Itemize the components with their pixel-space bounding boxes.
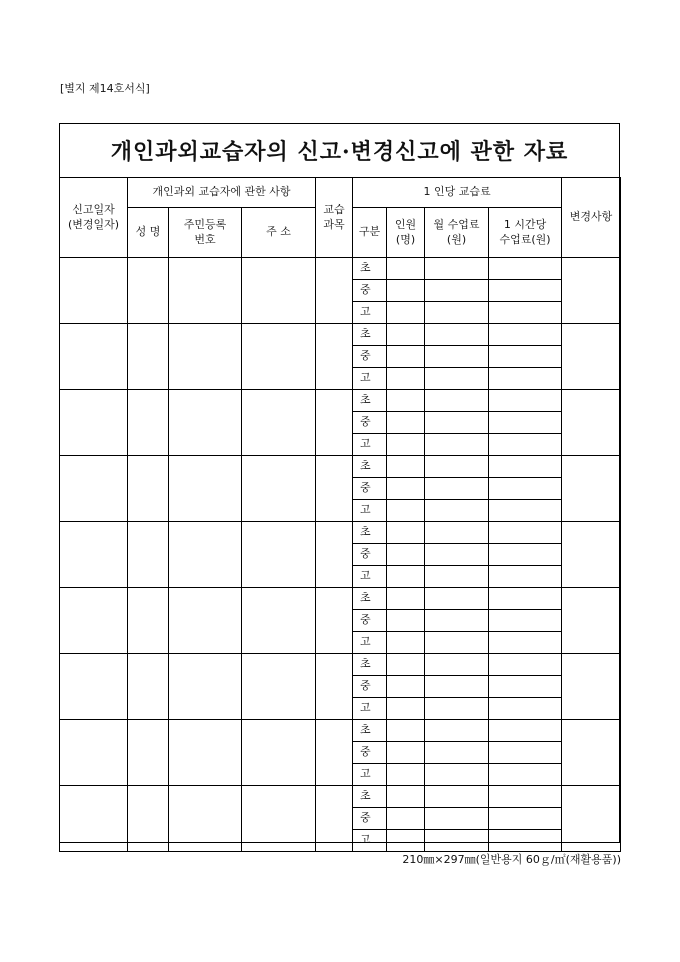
- count-cell[interactable]: [387, 544, 425, 566]
- subject-cell[interactable]: [316, 588, 353, 654]
- report-date-cell[interactable]: [60, 588, 128, 654]
- resident-no-cell[interactable]: [169, 258, 242, 324]
- hourly-fee-cell[interactable]: [489, 434, 562, 456]
- subject-cell[interactable]: [316, 258, 353, 324]
- name-cell[interactable]: [128, 588, 169, 654]
- address-cell[interactable]: [242, 324, 316, 390]
- count-header: [387, 208, 425, 258]
- category-header: 구분: [353, 208, 387, 258]
- monthly-fee-cell[interactable]: [425, 280, 489, 302]
- hourly-fee-cell[interactable]: [489, 500, 562, 522]
- subject-cell[interactable]: [316, 720, 353, 786]
- address-cell[interactable]: [242, 390, 316, 456]
- level-label: 중: [353, 610, 387, 632]
- hourly-fee-cell[interactable]: [489, 522, 562, 544]
- monthly-fee-cell[interactable]: [425, 676, 489, 698]
- monthly-fee-line1: 월 수업료: [433, 217, 480, 231]
- table-row: [60, 786, 621, 808]
- level-label: 고: [353, 764, 387, 786]
- count-cell[interactable]: [387, 302, 425, 324]
- count-cell[interactable]: [387, 830, 425, 852]
- report-date-cell[interactable]: [60, 522, 128, 588]
- level-label: 초: [353, 720, 387, 742]
- address-cell[interactable]: [242, 258, 316, 324]
- hourly-fee-cell[interactable]: [489, 324, 562, 346]
- resident-no-cell[interactable]: [169, 786, 242, 852]
- report-date-cell[interactable]: [60, 654, 128, 720]
- report-date-cell[interactable]: [60, 324, 128, 390]
- report-date-cell[interactable]: [60, 456, 128, 522]
- hourly-fee-cell[interactable]: [489, 368, 562, 390]
- changes-cell[interactable]: [562, 654, 621, 720]
- resident-no-header: [169, 208, 242, 258]
- count-cell[interactable]: [387, 610, 425, 632]
- report-date-line1: 신고일자: [72, 202, 115, 216]
- monthly-fee-line2: (원): [446, 232, 467, 246]
- per-person-fee-header: 1 인당 교습료: [353, 178, 562, 208]
- level-label: 고: [353, 632, 387, 654]
- level-label: 중: [353, 544, 387, 566]
- level-label: 초: [353, 654, 387, 676]
- count-cell[interactable]: [387, 434, 425, 456]
- count-cell[interactable]: [387, 742, 425, 764]
- monthly-fee-header: [425, 208, 489, 258]
- resident-no-cell[interactable]: [169, 324, 242, 390]
- level-label: 초: [353, 522, 387, 544]
- subject-line1: 교습: [323, 202, 345, 216]
- changes-cell[interactable]: [562, 258, 621, 324]
- changes-cell[interactable]: [562, 720, 621, 786]
- changes-cell[interactable]: [562, 456, 621, 522]
- hourly-fee-cell[interactable]: [489, 764, 562, 786]
- table-row: [60, 258, 621, 280]
- monthly-fee-cell[interactable]: [425, 654, 489, 676]
- address-cell[interactable]: [242, 786, 316, 852]
- tutor-info-header: 개인과외 교습자에 관한 사항: [128, 178, 316, 208]
- monthly-fee-cell[interactable]: [425, 390, 489, 412]
- name-cell[interactable]: [128, 786, 169, 852]
- report-table: [59, 177, 621, 852]
- level-label: 중: [353, 742, 387, 764]
- monthly-fee-cell[interactable]: [425, 478, 489, 500]
- level-label: 중: [353, 808, 387, 830]
- subject-header: [316, 178, 353, 258]
- count-cell[interactable]: [387, 588, 425, 610]
- level-label: 초: [353, 786, 387, 808]
- hourly-fee-cell[interactable]: [489, 720, 562, 742]
- subject-cell[interactable]: [316, 786, 353, 852]
- subject-cell[interactable]: [316, 522, 353, 588]
- name-cell[interactable]: [128, 390, 169, 456]
- count-cell[interactable]: [387, 654, 425, 676]
- monthly-fee-cell[interactable]: [425, 368, 489, 390]
- hourly-fee-cell[interactable]: [489, 566, 562, 588]
- level-label: 중: [353, 478, 387, 500]
- hourly-fee-cell[interactable]: [489, 632, 562, 654]
- count-cell[interactable]: [387, 786, 425, 808]
- level-label: 중: [353, 412, 387, 434]
- level-label: 초: [353, 456, 387, 478]
- form-frame: [59, 123, 620, 847]
- monthly-fee-cell[interactable]: [425, 302, 489, 324]
- resident-no-cell[interactable]: [169, 522, 242, 588]
- page-title: 개인과외교습자의 신고·변경신고에 관한 자료: [110, 139, 569, 165]
- header-row-1: [60, 178, 621, 208]
- monthly-fee-cell[interactable]: [425, 742, 489, 764]
- hourly-fee-cell[interactable]: [489, 302, 562, 324]
- hourly-fee-cell[interactable]: [489, 280, 562, 302]
- changes-cell[interactable]: [562, 522, 621, 588]
- hourly-fee-line1: 1 시간당: [503, 217, 547, 231]
- report-date-cell[interactable]: [60, 720, 128, 786]
- address-cell[interactable]: [242, 588, 316, 654]
- monthly-fee-cell[interactable]: [425, 346, 489, 368]
- hourly-fee-cell[interactable]: [489, 786, 562, 808]
- level-label: 초: [353, 588, 387, 610]
- hourly-fee-cell[interactable]: [489, 654, 562, 676]
- monthly-fee-cell[interactable]: [425, 412, 489, 434]
- count-cell[interactable]: [387, 808, 425, 830]
- count-cell[interactable]: [387, 390, 425, 412]
- level-label: 고: [353, 566, 387, 588]
- address-cell[interactable]: [242, 456, 316, 522]
- resident-no-cell[interactable]: [169, 720, 242, 786]
- changes-cell[interactable]: [562, 390, 621, 456]
- name-cell[interactable]: [128, 522, 169, 588]
- name-cell[interactable]: [128, 324, 169, 390]
- hourly-fee-cell[interactable]: [489, 588, 562, 610]
- report-date-cell[interactable]: [60, 258, 128, 324]
- name-cell[interactable]: [128, 456, 169, 522]
- name-cell[interactable]: [128, 720, 169, 786]
- monthly-fee-cell[interactable]: [425, 522, 489, 544]
- changes-cell[interactable]: [562, 324, 621, 390]
- monthly-fee-cell[interactable]: [425, 456, 489, 478]
- count-cell[interactable]: [387, 478, 425, 500]
- count-cell[interactable]: [387, 720, 425, 742]
- report-date-line2: (변경일자): [67, 217, 120, 231]
- subject-cell[interactable]: [316, 456, 353, 522]
- count-line1: 인원: [394, 217, 417, 231]
- monthly-fee-cell[interactable]: [425, 588, 489, 610]
- monthly-fee-cell[interactable]: [425, 544, 489, 566]
- hourly-fee-header: [489, 208, 562, 258]
- changes-header: 변경사항: [562, 178, 621, 258]
- count-cell[interactable]: [387, 346, 425, 368]
- count-cell[interactable]: [387, 258, 425, 280]
- monthly-fee-cell[interactable]: [425, 500, 489, 522]
- address-cell[interactable]: [242, 654, 316, 720]
- report-date-cell[interactable]: [60, 390, 128, 456]
- hourly-fee-cell[interactable]: [489, 478, 562, 500]
- count-cell[interactable]: [387, 324, 425, 346]
- report-date-cell[interactable]: [60, 786, 128, 852]
- changes-cell[interactable]: [562, 786, 621, 852]
- table-row: [60, 522, 621, 544]
- monthly-fee-cell[interactable]: [425, 258, 489, 280]
- monthly-fee-cell[interactable]: [425, 764, 489, 786]
- count-cell[interactable]: [387, 280, 425, 302]
- paper-spec-footer: 210㎜×297㎜(일반용지 60ｇ/㎡(재활용품)): [402, 853, 621, 866]
- name-header: 성 명: [128, 208, 169, 258]
- level-label: 중: [353, 280, 387, 302]
- hourly-fee-cell[interactable]: [489, 610, 562, 632]
- level-label: 고: [353, 302, 387, 324]
- level-label: 고: [353, 698, 387, 720]
- resident-no-cell[interactable]: [169, 456, 242, 522]
- resident-no-cell[interactable]: [169, 390, 242, 456]
- level-label: 중: [353, 676, 387, 698]
- count-cell[interactable]: [387, 566, 425, 588]
- resident-no-line1: 주민등록: [183, 217, 227, 231]
- table-row: [60, 588, 621, 610]
- table-row: [60, 720, 621, 742]
- monthly-fee-cell[interactable]: [425, 720, 489, 742]
- hourly-fee-cell[interactable]: [489, 412, 562, 434]
- level-label: 초: [353, 324, 387, 346]
- address-cell[interactable]: [242, 720, 316, 786]
- hourly-fee-cell[interactable]: [489, 676, 562, 698]
- hourly-fee-cell[interactable]: [489, 698, 562, 720]
- monthly-fee-cell[interactable]: [425, 566, 489, 588]
- level-label: 고: [353, 500, 387, 522]
- hourly-fee-line2: 수업료(원): [499, 232, 551, 246]
- count-cell[interactable]: [387, 522, 425, 544]
- monthly-fee-cell[interactable]: [425, 808, 489, 830]
- count-cell[interactable]: [387, 412, 425, 434]
- report-date-header: [60, 178, 128, 258]
- table-row: [60, 654, 621, 676]
- monthly-fee-cell[interactable]: [425, 324, 489, 346]
- hourly-fee-cell[interactable]: [489, 742, 562, 764]
- table-row: [60, 456, 621, 478]
- level-label: 고: [353, 434, 387, 456]
- count-cell[interactable]: [387, 764, 425, 786]
- monthly-fee-cell[interactable]: [425, 434, 489, 456]
- level-label: 초: [353, 258, 387, 280]
- resident-no-cell[interactable]: [169, 588, 242, 654]
- hourly-fee-cell[interactable]: [489, 258, 562, 280]
- hourly-fee-cell[interactable]: [489, 456, 562, 478]
- count-cell[interactable]: [387, 500, 425, 522]
- monthly-fee-cell[interactable]: [425, 610, 489, 632]
- subject-cell[interactable]: [316, 390, 353, 456]
- entries-body: [60, 258, 621, 852]
- hourly-fee-cell[interactable]: [489, 390, 562, 412]
- monthly-fee-cell[interactable]: [425, 632, 489, 654]
- subject-cell[interactable]: [316, 654, 353, 720]
- name-cell[interactable]: [128, 654, 169, 720]
- title-row: [60, 124, 619, 178]
- name-cell[interactable]: [128, 258, 169, 324]
- changes-cell[interactable]: [562, 588, 621, 654]
- hourly-fee-cell[interactable]: [489, 346, 562, 368]
- count-cell[interactable]: [387, 456, 425, 478]
- resident-no-line2: 번호: [194, 232, 216, 246]
- level-label: 고: [353, 368, 387, 390]
- monthly-fee-cell[interactable]: [425, 786, 489, 808]
- subject-line2: 과목: [323, 217, 345, 231]
- subject-cell[interactable]: [316, 324, 353, 390]
- hourly-fee-cell[interactable]: [489, 830, 562, 852]
- table-row: [60, 324, 621, 346]
- monthly-fee-cell[interactable]: [425, 698, 489, 720]
- hourly-fee-cell[interactable]: [489, 808, 562, 830]
- count-line2: (명): [395, 232, 416, 246]
- table-row: [60, 390, 621, 412]
- count-cell[interactable]: [387, 676, 425, 698]
- level-label: 중: [353, 346, 387, 368]
- count-cell[interactable]: [387, 368, 425, 390]
- form-label: [별지 제14호서식]: [60, 82, 150, 95]
- count-cell[interactable]: [387, 632, 425, 654]
- hourly-fee-cell[interactable]: [489, 544, 562, 566]
- resident-no-cell[interactable]: [169, 654, 242, 720]
- address-header: 주 소: [242, 208, 316, 258]
- count-cell[interactable]: [387, 698, 425, 720]
- level-label: 고: [353, 830, 387, 852]
- address-cell[interactable]: [242, 522, 316, 588]
- monthly-fee-cell[interactable]: [425, 830, 489, 852]
- level-label: 초: [353, 390, 387, 412]
